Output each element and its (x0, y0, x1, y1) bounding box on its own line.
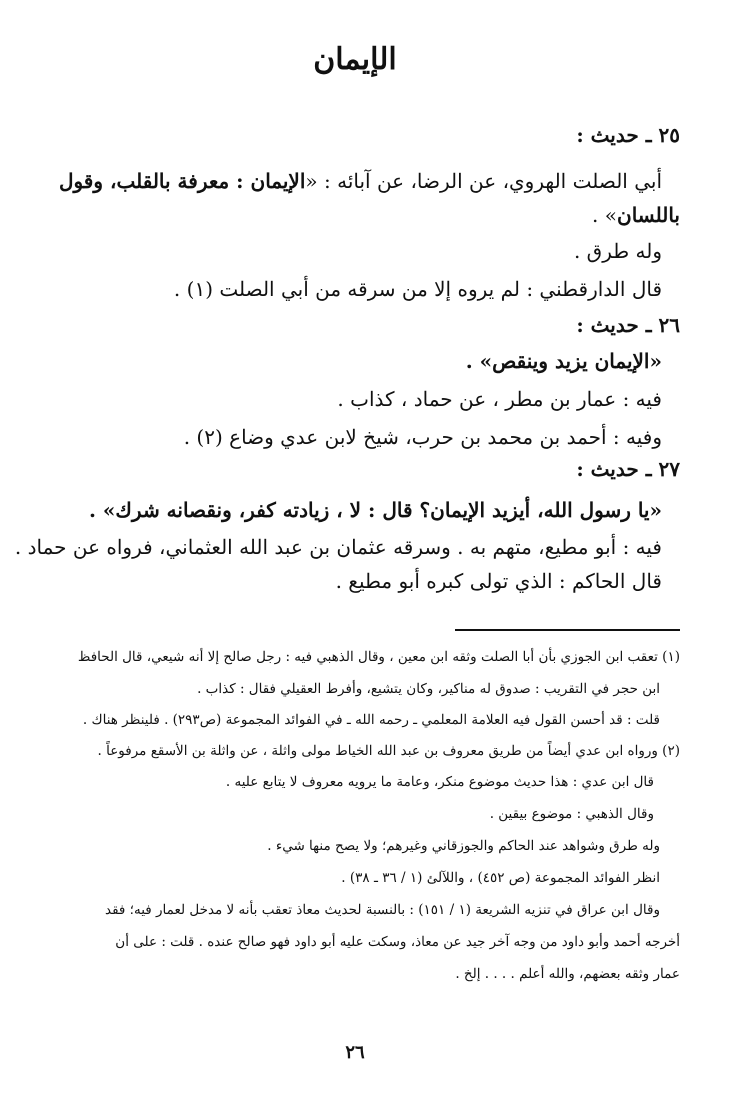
hadith-27-line-1: فيه : أبو مطيع، متهم به . وسرقه عثمان بن عبد الله العثماني، فرواه عن حماد . (14, 535, 662, 559)
footnote-2-line-6: وقال ابن عراق في تنزيه الشريعة (١ / ١٥١) : بالنسبة لحديث معاذ تعقب بأنه لا مدخل لعمار فيه؛ فقد (105, 902, 660, 918)
footnote-2-line-7: أخرجه أحمد وأبو داود من وجه آخر جيد عن معاذ، وسكت عليه أبو داود فهو صالح عنده . قلت : على أن (115, 934, 680, 950)
footnote-2-line-8: عمار وثقه بعضهم، والله أعلم . . . . إلخ . (455, 966, 680, 982)
footnote-2-line-4: وله طرق وشواهد عند الحاكم والجوزقاني وغيرهم؛ ولا يصح منها شيء . (267, 838, 660, 854)
hadith-25-line-1 (59, 168, 662, 194)
hadith-27-quote: «يا رسول الله، أيزيد الإيمان؟ قال : لا ، زيادته كفر، ونقصانه شرك» . (89, 498, 662, 522)
hadith-25-quote-end: » . (592, 203, 617, 227)
footnote-2-line-3: وقال الذهبي : موضوع بيقين . (489, 806, 654, 822)
hadith-25-narration: أبي الصلت الهروي، عن الرضا، عن آبائه : « (305, 169, 662, 193)
hadith-26-quote: «الإيمان يزيد وينقص» . (465, 349, 662, 373)
footnote-2-line-5: انظر الفوائد المجموعة (ص ٤٥٢) ، واللآلئ (١ / ٣٦ ـ ٣٨) . (341, 870, 660, 886)
footnote-2-line-2: قال ابن عدي : هذا حديث موضوع منكر، وعامة ما يرويه معروف لا يتابع عليه . (225, 774, 654, 790)
footnote-1-line-2: ابن حجر في التقريب : صدوق له مناكير، وكان يتشيع، وأفرط العقيلي فقال : كذاب . (197, 681, 660, 697)
footnote-1-line-3: قلت : قد أحسن القول فيه العلامة المعلمي ـ رحمه الله ـ في الفوائد المجموعة (ص٢٩٣) . فلينظر هناك . (82, 712, 660, 728)
hadith-26-line-2: وفيه : أحمد بن محمد بن حرب، شيخ لابن عدي وضاع (٢) . (183, 425, 662, 449)
book-page (14, 0, 680, 1106)
hadith-25-text-part-2: باللسان (617, 203, 680, 227)
hadith-26-heading: ٢٦ ـ حديث : (576, 313, 680, 337)
footnote-separator (455, 629, 680, 631)
chapter-title: الإيمان (313, 42, 397, 77)
hadith-26-line-1: فيه : عمار بن مطر ، عن حماد ، كذاب . (337, 387, 662, 411)
hadith-25-heading: ٢٥ ـ حديث : (576, 123, 680, 147)
hadith-25-line-4: قال الدارقطني : لم يروه إلا من سرقه من أبي الصلت (١) . (173, 277, 662, 301)
hadith-27-heading: ٢٧ ـ حديث : (576, 457, 680, 481)
footnote-1-line-1: (١) تعقب ابن الجوزي بأن أبا الصلت وثقه ابن معين ، وقال الذهبي فيه : رجل صالح إلا أنه شيعي، قال الحافظ (77, 649, 680, 665)
hadith-25-text-part-1: الإيمان : معرفة بالقلب، وقول (58, 169, 306, 193)
hadith-25-line-3: وله طرق . (573, 239, 662, 263)
page-number: ٢٦ (345, 1042, 365, 1063)
hadith-25-line-2 (592, 202, 680, 228)
footnote-2-line-1: (٢) ورواه ابن عدي أيضاً من طريق معروف بن عبد الله الخياط مولى واثلة ، عن واثلة بن الأسقع مرفوعاً . (97, 743, 680, 759)
hadith-27-line-2: قال الحاكم : الذي تولى كبره أبو مطيع . (335, 569, 662, 593)
